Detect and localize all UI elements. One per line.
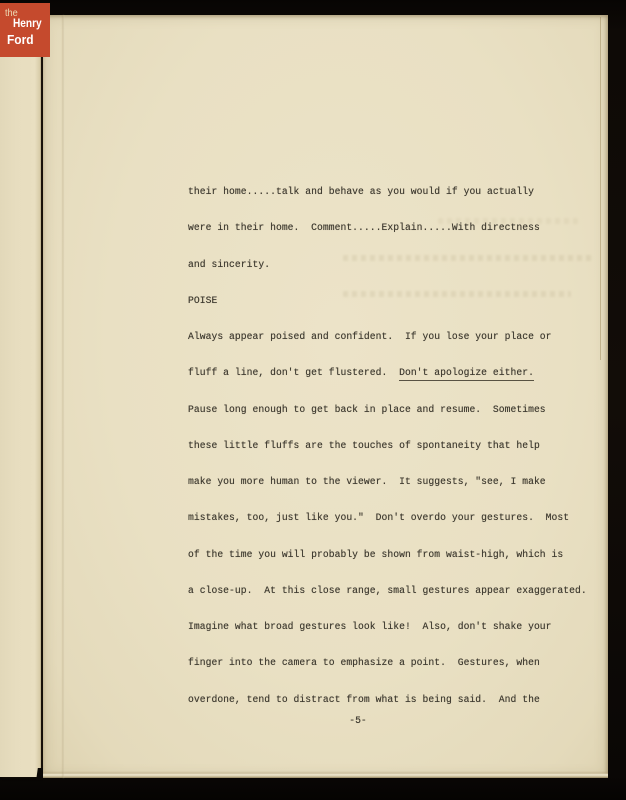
logo-word-the: the: [5, 8, 18, 19]
text-line: [188, 221, 626, 257]
page-number: -5-: [349, 715, 367, 726]
text-line: [188, 693, 626, 729]
henry-ford-logo: [0, 3, 50, 57]
book-page-stack-edge: [0, 56, 41, 777]
logo-word-ford: Ford: [7, 32, 34, 47]
text-segment: these little fluffs are the touches of spontaneity that help: [188, 439, 540, 451]
text-segment: Imagine what broad gestures look like! Also, don't shake your: [188, 621, 552, 632]
text-line: [188, 439, 626, 475]
text-segment: POISE: [188, 294, 218, 306]
text-segment: overdone, tend to distract from what is being said. And the: [188, 693, 540, 705]
text-segment: make you more human to the viewer. It suggests, "see, I make: [188, 476, 546, 487]
text-line: [188, 584, 626, 620]
text-line: [188, 258, 626, 294]
text-segment: and sincerity.: [188, 258, 271, 270]
text-segment: their home.....talk and behave as you would if you actually: [188, 186, 534, 197]
text-segment: were in their home. Comment.....Explain.....With directness: [188, 222, 540, 234]
text-line: [188, 548, 626, 584]
typewritten-text: [188, 185, 626, 729]
text-segment: Pause long enough to get back in place and resume. Sometimes: [188, 403, 546, 415]
text-line: [188, 620, 626, 656]
text-segment: finger into the camera to emphasize a point. Gestures, when: [188, 657, 540, 669]
text-line: [188, 330, 626, 366]
text-line: [188, 366, 626, 402]
text-segment: Always appear poised and confident. If you lose your place or: [188, 331, 552, 342]
logo-word-henry: Henry: [13, 18, 42, 30]
text-line: [188, 294, 626, 330]
document-page: [43, 15, 608, 778]
text-line: [188, 656, 626, 692]
underlined-text: Don't apologize either.: [399, 367, 534, 381]
text-segment: mistakes, too, just like you." Don't overdo your gestures. Most: [188, 512, 570, 524]
text-line: [188, 511, 626, 547]
text-segment: of the time you will probably be shown from waist-high, which is: [188, 548, 564, 560]
paper-crease: [62, 15, 64, 778]
text-segment: a close-up. At this close range, small gestures appear exaggerated.: [188, 584, 587, 596]
text-line: [188, 475, 626, 511]
text-line: [188, 185, 626, 221]
text-line: [188, 403, 626, 439]
text-segment: fluff a line, don't get flustered.: [188, 367, 400, 379]
